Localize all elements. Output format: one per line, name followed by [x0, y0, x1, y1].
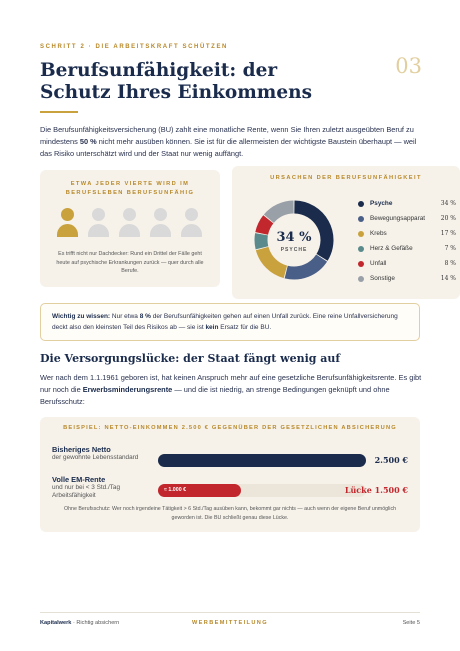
person-icon [119, 208, 140, 244]
person-body [181, 224, 202, 237]
legend-label: Unfall [370, 260, 387, 267]
legend-item [358, 241, 456, 256]
person-body [57, 224, 78, 237]
donut-slice-bewegungsapparat [286, 258, 321, 273]
step-label: SCHRITT 2 · DIE ARBEITSKRAFT SCHÜTZEN [40, 44, 228, 50]
legend-value: 14 % [440, 275, 456, 282]
people-card [40, 170, 220, 287]
example-row-net [52, 445, 408, 465]
callout-text-3: Ersatz für die BU. [218, 324, 272, 331]
example-heading: BEISPIEL: NETTO-EINKOMMEN 2.500 € GEGENÜBER DER GESETZLICHEN ABSICHERUNG [63, 425, 397, 431]
section2-text-a: Wer nach dem 1.1.1961 geboren ist, hat keinen Anspruch mehr auf eine gesetzliche Berufsunfähigkeitsrente. Es gibt nur noch die [40, 373, 422, 395]
footer-page: Seite 5 [402, 620, 420, 626]
row-em-title: Volle EM-Rente [52, 475, 106, 484]
callout-bold-kein: kein [205, 324, 219, 331]
person-icon [181, 208, 202, 244]
example-note: Ohne Berufsschutz: Wer noch irgendeine Tätigkeit > 6 Std./Tag ausüben kann, bekommt gar nichts — auch wenn der eigene Beruf unmöglich geworden ist. Die BU schließt genau diese Lücke. [63, 506, 397, 521]
title-rule [40, 111, 78, 113]
legend-value: 20 % [440, 215, 456, 222]
section2-paragraph [40, 372, 425, 409]
legend-swatch [358, 261, 364, 267]
legend-swatch [358, 246, 364, 252]
causes-donut-chart [248, 192, 340, 288]
page-title: Berufsunfähigkeit: der Schutz Ihres Einkommens [40, 60, 313, 103]
callout-text-1: Nur etwa [110, 313, 140, 320]
legend-label: Bewegungsapparat [370, 215, 426, 222]
legend-swatch [358, 216, 364, 222]
donut-center-value: 34 % [276, 230, 312, 245]
people-row [57, 208, 202, 244]
legend-swatch [358, 276, 364, 282]
legend-value: 34 % [440, 200, 456, 207]
legend-label: Psyche [370, 200, 393, 207]
row-net-title: Bisheriges Netto [52, 445, 111, 454]
legend-item [358, 271, 456, 286]
legend-label: Herz & Gefäße [370, 245, 413, 252]
row-em-gap-value: Lücke 1.500 € [344, 485, 408, 495]
footer-divider [40, 612, 420, 613]
person-body [150, 224, 171, 237]
legend-value: 8 % [444, 260, 456, 267]
row-net-bar [158, 454, 366, 467]
row-em-bar-track [158, 484, 366, 497]
example-card [40, 417, 420, 532]
section2-text-b: — und die ist niedrig, an strenge Bedingungen geknüpft und ohne Berufsschutz: [40, 385, 390, 407]
important-callout [40, 303, 420, 341]
causes-card [232, 166, 460, 299]
page-number: 03 [395, 54, 422, 78]
person-head [123, 208, 136, 221]
person-head [61, 208, 74, 221]
legend-label: Krebs [370, 230, 387, 237]
legend-label: Sonstige [370, 275, 395, 282]
people-card-note: Es trifft nicht nur Dachdecker: Rund ein Drittel der Fälle geht heute auf psychische Erkrankungen zurück — quer durch alle Berufe. [56, 251, 204, 275]
donut-center-label: PSYCHE [280, 247, 308, 253]
example-row-em [52, 475, 408, 500]
legend-value: 7 % [444, 245, 456, 252]
people-card-heading: ETWA JEDER VIERTE WIRD IM BERUFSLEBEN BERUFSUNFÄHIG [65, 181, 195, 196]
footer-advert-label: WERBEMITTEILUNG [191, 620, 268, 626]
donut-slice-unfall [262, 219, 269, 233]
legend-swatch [358, 201, 364, 207]
person-body [88, 224, 109, 237]
causes-card-heading: URSACHEN DER BERUFSUNFÄHIGKEIT [270, 175, 422, 181]
legend-item [358, 226, 456, 241]
intro-text-b: nicht mehr ausüben können. Sie ist für die allermeisten der wichtigste Baustein überhaupt — weil das Risiko unterschätzt wird und der Staat nur wenig auffängt. [40, 137, 417, 159]
person-icon [150, 208, 171, 244]
footer-brand-name: Kapitalwerk [40, 620, 72, 626]
person-head [185, 208, 198, 221]
callout-label: Wichtig zu wissen: [52, 313, 111, 320]
footer-brand-sub: · Richtig absichern [71, 620, 120, 626]
row-net-value: 2.500 € [374, 455, 408, 465]
person-head [92, 208, 105, 221]
callout-bold-pct: 8 % [139, 313, 151, 320]
legend-swatch [358, 231, 364, 237]
legend-item [358, 211, 456, 226]
causes-legend [358, 196, 456, 286]
person-head [154, 208, 167, 221]
intro-paragraph [40, 124, 420, 161]
row-em-sub: und nur bei < 3 Std./Tag Arbeitsfähigkeit [52, 484, 121, 499]
row-net-sub: der gewohnte Lebensstandard [52, 454, 139, 461]
section2-bold: Erwerbsminderungsrente [82, 385, 173, 395]
legend-value: 17 % [440, 230, 456, 237]
person-icon [88, 208, 109, 244]
intro-bold: 50 % [79, 137, 97, 147]
donut-slice-herz-gefäße [261, 234, 262, 248]
callout-text-2: der Berufsunfähigkeiten gehen auf einen Unfall zurück. Eine reine Unfallversicherung deckt also den kleinsten Teil des Risikos ab — sie ist [52, 313, 398, 331]
donut-slice-sonstige [269, 207, 294, 219]
person-icon [57, 208, 78, 244]
intro-text-a: Die Berufsunfähigkeitsversicherung (BU) zahlt eine monatliche Rente, wenn Sie Ihren zuletzt ausgeübten Beruf zu mindestens [40, 125, 414, 147]
row-em-bar-fill: ≈ 1.000 € [158, 484, 241, 497]
section2-heading: Die Versorgungslücke: der Staat fängt wenig auf [40, 352, 341, 365]
person-body [119, 224, 140, 237]
legend-item [358, 196, 456, 211]
legend-item [358, 256, 456, 271]
